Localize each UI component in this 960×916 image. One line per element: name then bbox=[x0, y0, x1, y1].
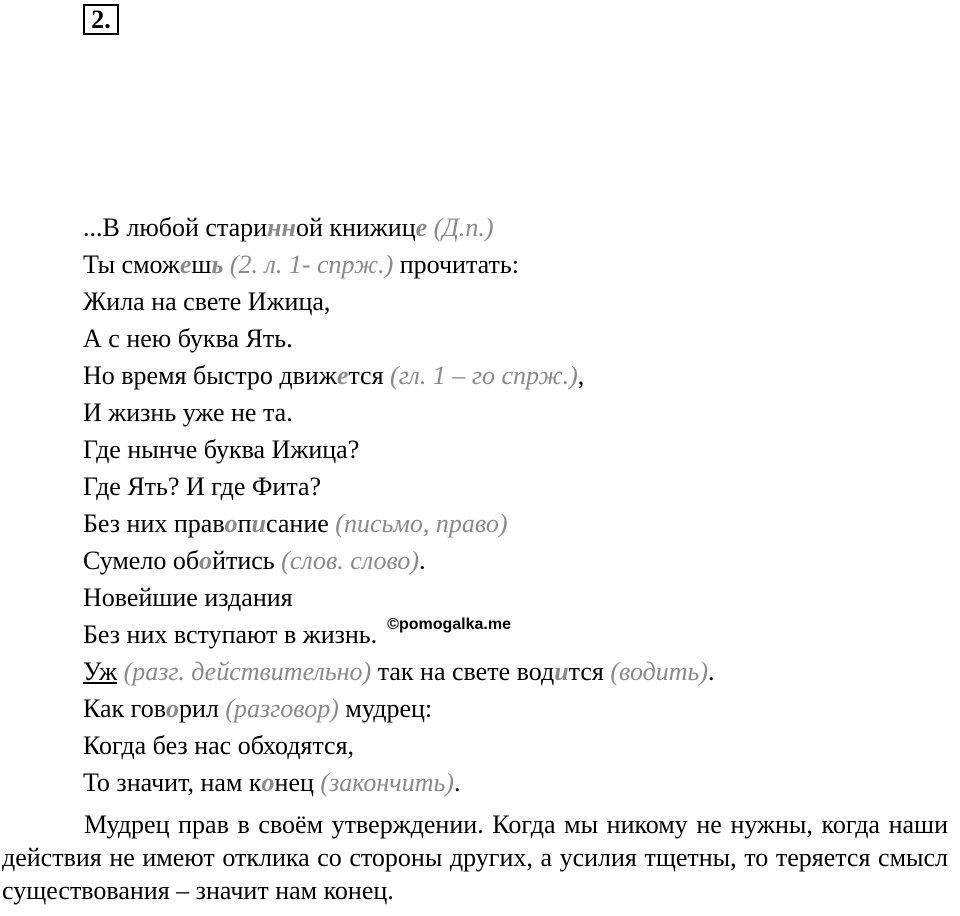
highlighted-letter: о bbox=[165, 694, 179, 723]
highlighted-letter: ь bbox=[211, 250, 224, 279]
grammar-note: (разговор) bbox=[225, 694, 339, 723]
poem-text: Но время быстро движ bbox=[83, 361, 337, 390]
poem-text: Где нынче буква Ижица? bbox=[83, 435, 360, 464]
grammar-note: (2. л. 1- спрж.) bbox=[229, 250, 394, 279]
grammar-note: (слов. слово) bbox=[281, 546, 420, 575]
poem-line bbox=[83, 727, 715, 764]
highlighted-letter: нн bbox=[267, 213, 296, 242]
poem-line bbox=[83, 431, 715, 468]
highlighted-letter: и bbox=[554, 657, 569, 686]
grammar-note: (закончить) bbox=[320, 768, 454, 797]
poem-line bbox=[83, 616, 715, 653]
exercise-number: 2. bbox=[83, 4, 119, 35]
underlined-word: Уж bbox=[83, 657, 118, 686]
poem-text: ш bbox=[191, 250, 212, 279]
highlighted-letter: о bbox=[199, 546, 213, 575]
poem-line bbox=[83, 579, 715, 616]
poem-text: , bbox=[577, 361, 585, 390]
poem-text: Без них вступают в жизнь. bbox=[83, 620, 378, 649]
poem-text: так на свете вод bbox=[371, 657, 555, 686]
poem-text: ой книжиц bbox=[295, 213, 416, 242]
poem-line bbox=[83, 468, 715, 505]
poem-line bbox=[83, 209, 715, 246]
grammar-note: (водить) bbox=[610, 657, 709, 686]
poem-text: тся bbox=[568, 657, 611, 686]
poem-text: Где Ять? И где Фита? bbox=[83, 472, 322, 501]
poem-line bbox=[83, 246, 715, 283]
highlighted-letter: о bbox=[261, 768, 275, 797]
poem-text: прочитать: bbox=[393, 250, 519, 279]
poem-line bbox=[83, 357, 715, 394]
poem-text: Без них прав bbox=[83, 509, 225, 538]
grammar-note: (Д.п.) bbox=[433, 213, 494, 242]
poem-text: п bbox=[237, 509, 252, 538]
poem-line bbox=[83, 542, 715, 579]
poem-text: И жизнь уже не та. bbox=[83, 398, 293, 427]
watermark: ©pomogalka.me bbox=[387, 616, 511, 633]
poem-text: Ты смож bbox=[83, 250, 180, 279]
poem-text: Новейшие издания bbox=[83, 583, 293, 612]
poem-text: . bbox=[708, 657, 715, 686]
conclusion-paragraph: Мудрец прав в своём утверждении. Когда мы никому не нужны, когда наши действия не имеют отклика со стороны других, а усилия тщетны, то теряется смысл существования – значит нам конец. bbox=[2, 810, 948, 905]
poem-text: Сумело об bbox=[83, 546, 200, 575]
highlighted-letter: е bbox=[336, 361, 349, 390]
poem-line bbox=[83, 505, 715, 542]
poem-text: ...В любой стари bbox=[83, 213, 268, 242]
poem-text: йтись bbox=[212, 546, 282, 575]
grammar-note: (гл. 1 – го спрж.) bbox=[390, 361, 578, 390]
highlighted-letter: е bbox=[179, 250, 192, 279]
poem-line bbox=[83, 283, 715, 320]
poem-line bbox=[83, 690, 715, 727]
poem-text: сание bbox=[266, 509, 336, 538]
poem-text: . bbox=[419, 546, 426, 575]
grammar-note: (письмо, право) bbox=[335, 509, 508, 538]
poem-line bbox=[83, 653, 715, 690]
highlighted-letter: и bbox=[251, 509, 267, 538]
highlighted-letter: о bbox=[224, 509, 238, 538]
poem bbox=[83, 209, 715, 801]
poem-text: . bbox=[453, 768, 461, 797]
poem-text: рил bbox=[178, 694, 226, 723]
poem-text: То значит, нам к bbox=[83, 768, 262, 797]
poem-text: Жила на свете Ижица, bbox=[83, 287, 331, 316]
poem-text: А с нею буква Ять. bbox=[83, 324, 293, 353]
poem-text: Как гов bbox=[83, 694, 166, 723]
poem-text: Когда без нас обходятся, bbox=[83, 731, 355, 760]
poem-text: тся bbox=[348, 361, 391, 390]
poem-text: нец bbox=[274, 768, 321, 797]
poem-text: мудрец: bbox=[338, 694, 433, 723]
poem-line bbox=[83, 394, 715, 431]
poem-line bbox=[83, 320, 715, 357]
highlighted-letter: е bbox=[415, 213, 428, 242]
poem-line bbox=[83, 764, 715, 801]
grammar-note: (разг. действительно) bbox=[123, 657, 372, 686]
